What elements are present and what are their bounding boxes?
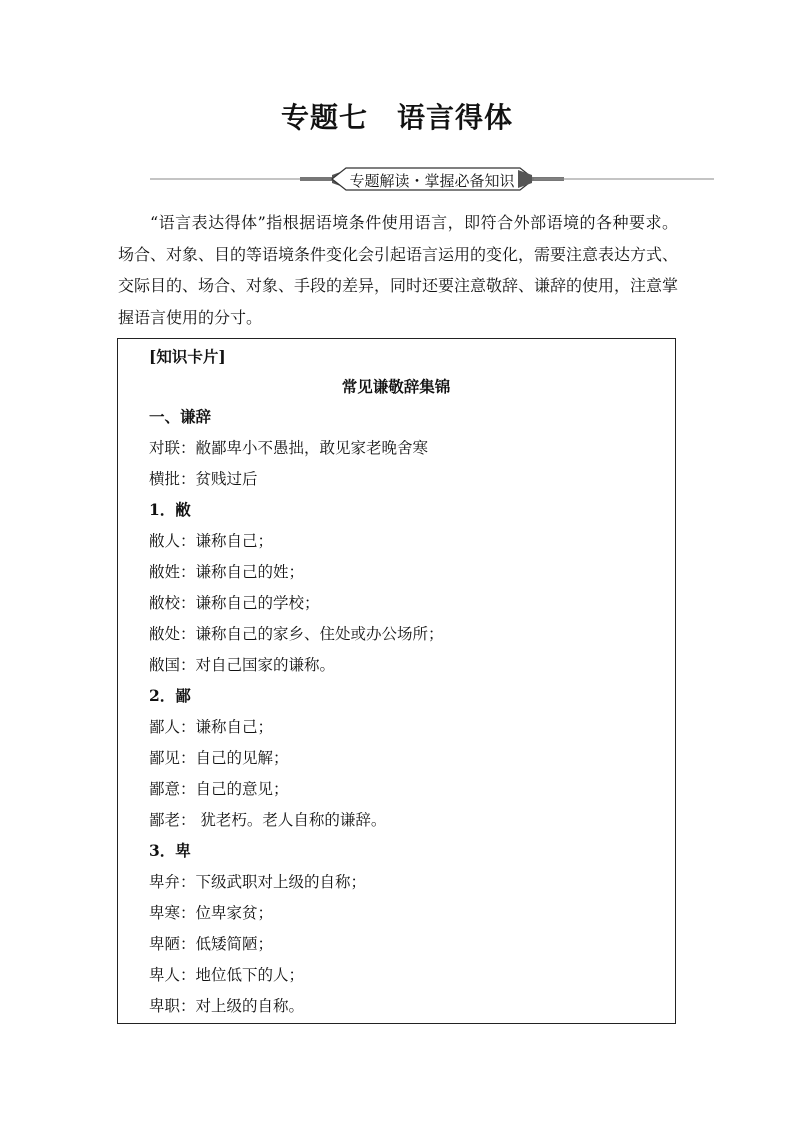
subsection-heading: 2．鄙 xyxy=(149,686,191,705)
section-banner xyxy=(150,166,714,194)
card-line: 卑陋：低矮简陋； xyxy=(149,935,274,953)
section-heading: 一、谦辞 xyxy=(149,407,212,426)
card-line: 卑人：地位低下的人； xyxy=(149,966,305,984)
card-line: 卑弁：下级武职对上级的自称； xyxy=(149,873,367,891)
card-line: 敝国：对自己国家的谦称。 xyxy=(149,656,336,674)
card-line: 敝人：谦称自己； xyxy=(149,532,274,550)
intro-paragraph xyxy=(118,207,678,333)
card-line: 鄙意：自己的意见； xyxy=(149,780,289,798)
intro-text: “语言表达得体”指根据语境条件使用语言，即符合外部语境的各种要求。场合、对象、目的等语境条件变化会引起语言运用的变化，需要注意表达方式、交际目的、场合、对象、手段的差异，同时还要注意敬辞、谦辞的使用，注意掌握语言使用的分寸。 xyxy=(118,213,679,327)
card-line: 对联：敝鄙卑小不愚拙，敢见家老晚舍寒 xyxy=(149,439,429,457)
card-line: 鄙人：谦称自己； xyxy=(149,718,274,736)
subsection-heading: 3．卑 xyxy=(149,841,191,860)
card-line: 敝校：谦称自己的学校； xyxy=(149,594,320,612)
card-line: 卑寒：位卑家贫； xyxy=(149,904,274,922)
card-line: 卑职：对上级的自称。 xyxy=(149,997,305,1015)
card-line: 鄙老： 犹老朽。老人自称的谦辞。 xyxy=(149,811,387,829)
page-title: 专题七 语言得体 xyxy=(280,101,513,134)
subsection-heading: 1．敝 xyxy=(149,500,191,519)
card-tag: [知识卡片] xyxy=(149,347,226,366)
card-line: 横批：贫贱过后 xyxy=(149,470,258,488)
card-line: 敝处：谦称自己的家乡、住处或办公场所； xyxy=(149,625,444,643)
knowledge-card xyxy=(117,338,676,1024)
banner-label: 专题解读・掌握必备知识 xyxy=(349,172,515,190)
card-line: 敝姓：谦称自己的姓； xyxy=(149,563,305,581)
card-line: 鄙见：自己的见解； xyxy=(149,749,289,767)
card-heading: 常见谦敬辞集锦 xyxy=(341,377,451,396)
